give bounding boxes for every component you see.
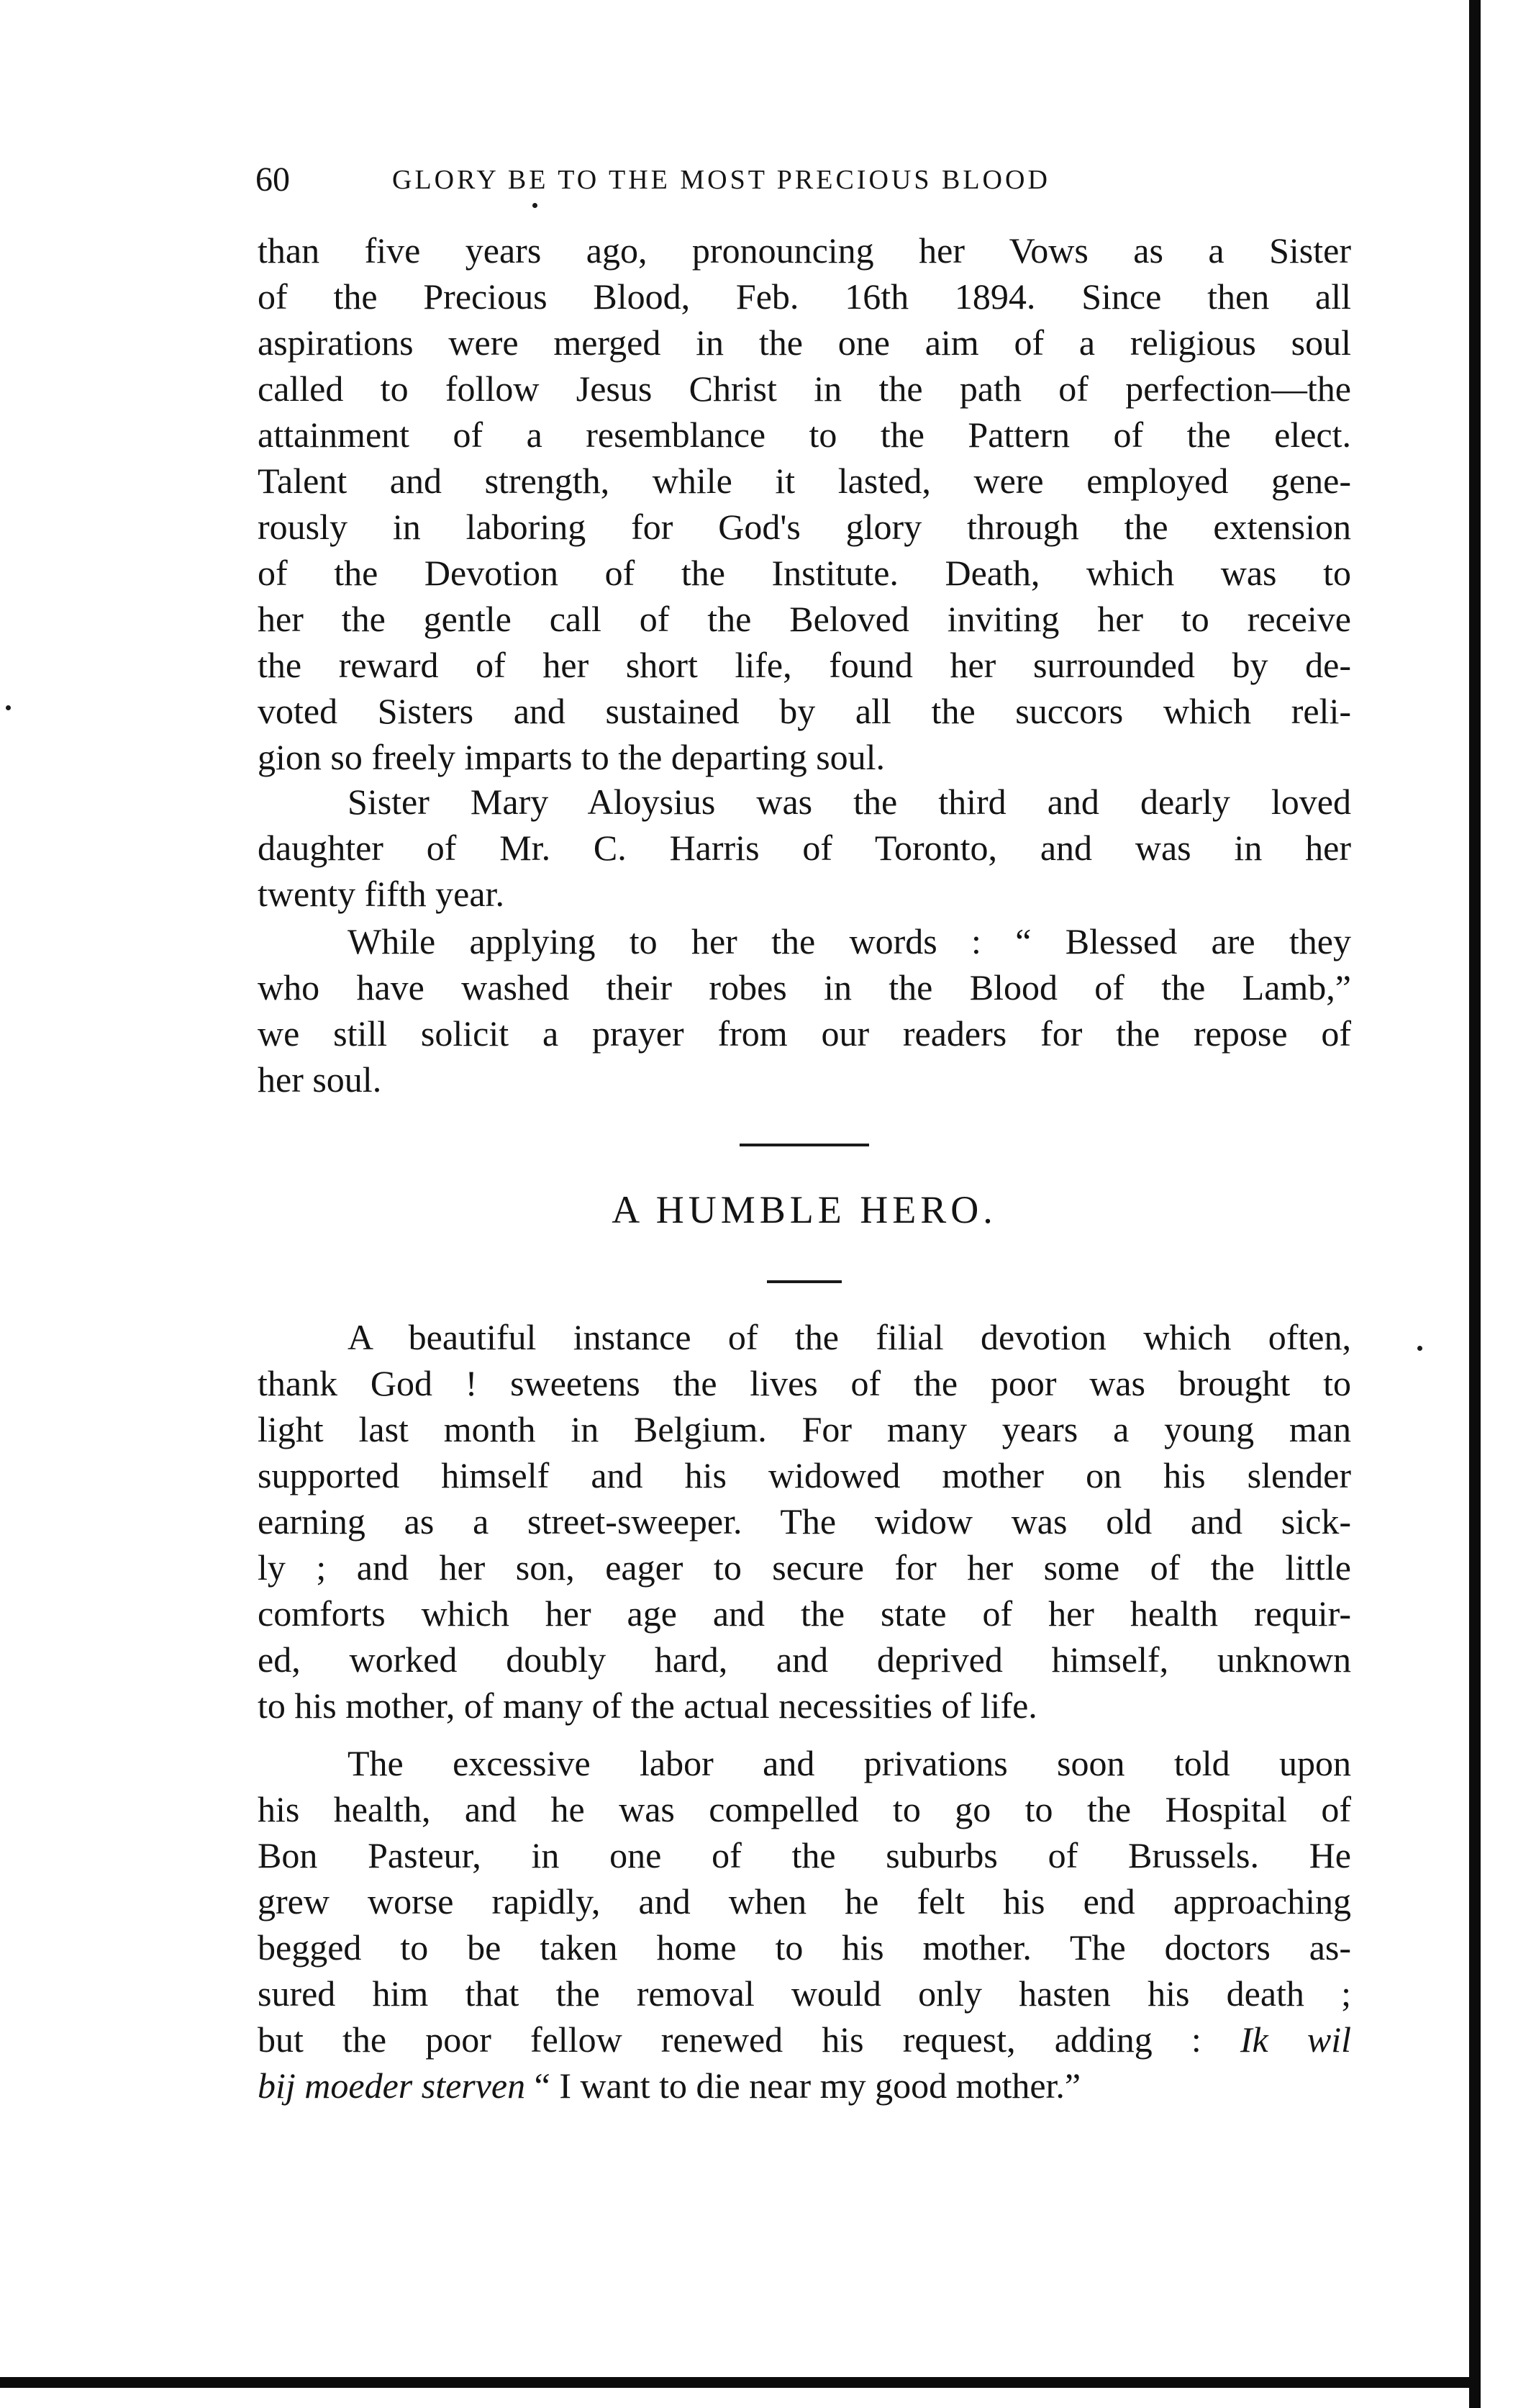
italic-phrase: Ik wil: [1240, 2019, 1351, 2060]
text-line: [258, 2063, 1351, 2109]
section-rule-top: [740, 1144, 869, 1146]
text-line: we still solicit a prayer from our readers for the repose of: [258, 1013, 1351, 1054]
text-line: earning as a street-sweeper. The widow was old and sick-: [258, 1501, 1351, 1542]
paragraph-hospital: [258, 1740, 1351, 2109]
text-line: twenty fifth year.: [258, 874, 504, 914]
text-line: The excessive labor and privations soon told upon: [347, 1743, 1351, 1783]
text-line: begged to be taken home to his mother. The doctors as-: [258, 1927, 1351, 1968]
text-line: Bon Pasteur, in one of the suburbs of Brussels. He: [258, 1835, 1351, 1875]
text-line: rously in laboring for God's glory through the extension: [258, 507, 1351, 547]
section-rule-bottom: [767, 1280, 842, 1283]
text-line: who have washed their robes in the Blood of the Lamb,”: [258, 967, 1351, 1008]
text-line: ed, worked doubly hard, and deprived himself, unknown: [258, 1639, 1351, 1680]
text-line: the reward of her short life, found her surrounded by de-: [258, 645, 1351, 685]
text-line: sured him that the removal would only hasten his death ;: [258, 1973, 1351, 2014]
text-line: daughter of Mr. C. Harris of Toronto, and was in her: [258, 828, 1351, 868]
text-line: grew worse rapidly, and when he felt his end approaching: [258, 1881, 1351, 1922]
text-line: of the Precious Blood, Feb. 16th 1894. Since then all: [258, 276, 1351, 317]
ink-speck: [532, 203, 537, 208]
scan-edge-bottom: [0, 2377, 1481, 2388]
text-line: than five years ago, pronouncing her Vows as a Sister: [258, 230, 1351, 271]
text-line: attainment of a resemblance to the Pattern of the elect.: [258, 415, 1351, 455]
paragraph-prayer: [258, 918, 1351, 1103]
text-line: to his mother, of many of the actual necessities of life.: [258, 1685, 1037, 1726]
ink-speck: [6, 705, 11, 710]
text-line: Sister Mary Aloysius was the third and dearly loved: [347, 782, 1351, 822]
italic-phrase: bij moeder sterven: [258, 2065, 526, 2106]
text-line: of the Devotion of the Institute. Death, which was to: [258, 553, 1351, 593]
text-line: supported himself and his widowed mother on his slender: [258, 1455, 1351, 1495]
paragraph-sister-mary: [258, 779, 1351, 917]
text-line: A beautiful instance of the filial devotion which often,: [347, 1317, 1351, 1357]
text-line: Talent and strength, while it lasted, were employed gene-: [258, 461, 1351, 501]
text-line: While applying to her the words : “ Blessed are they: [347, 921, 1351, 961]
text-line: his health, and he was compelled to go to the Hospital of: [258, 1789, 1351, 1829]
text-line: called to follow Jesus Christ in the path of perfection—the: [258, 368, 1351, 409]
text-segment: but the poor fellow renewed his request, adding :: [258, 2019, 1240, 2060]
page-header: [255, 160, 1212, 200]
text-line: her soul.: [258, 1059, 382, 1100]
text-line: comforts which her age and the state of her health requir-: [258, 1593, 1351, 1634]
paragraph-filial-devotion: [258, 1314, 1351, 1729]
text-line: light last month in Belgium. For many years a young man: [258, 1409, 1351, 1449]
paragraph-vows: [258, 227, 1351, 780]
scan-edge-right: [1469, 0, 1481, 2408]
text-line: gion so freely imparts to the departing soul.: [258, 737, 886, 777]
ink-speck: [1417, 1346, 1422, 1351]
text-line: her the gentle call of the Beloved inviting her to receive: [258, 599, 1351, 639]
text-line: [258, 2017, 1351, 2063]
text-line: thank God ! sweetens the lives of the poor was brought to: [258, 1363, 1351, 1403]
text-line: ly ; and her son, eager to secure for her some of the little: [258, 1547, 1351, 1588]
text-line: aspirations were merged in the one aim of a religious soul: [258, 322, 1351, 363]
running-title: GLORY BE TO THE MOST PRECIOUS BLOOD: [392, 165, 1050, 195]
page-number: 60: [255, 160, 290, 199]
text-line: voted Sisters and sustained by all the succors which reli-: [258, 691, 1351, 731]
section-title: A HUMBLE HERO.: [612, 1188, 997, 1231]
text-segment: “ I want to die near my good mother.”: [525, 2065, 1081, 2106]
